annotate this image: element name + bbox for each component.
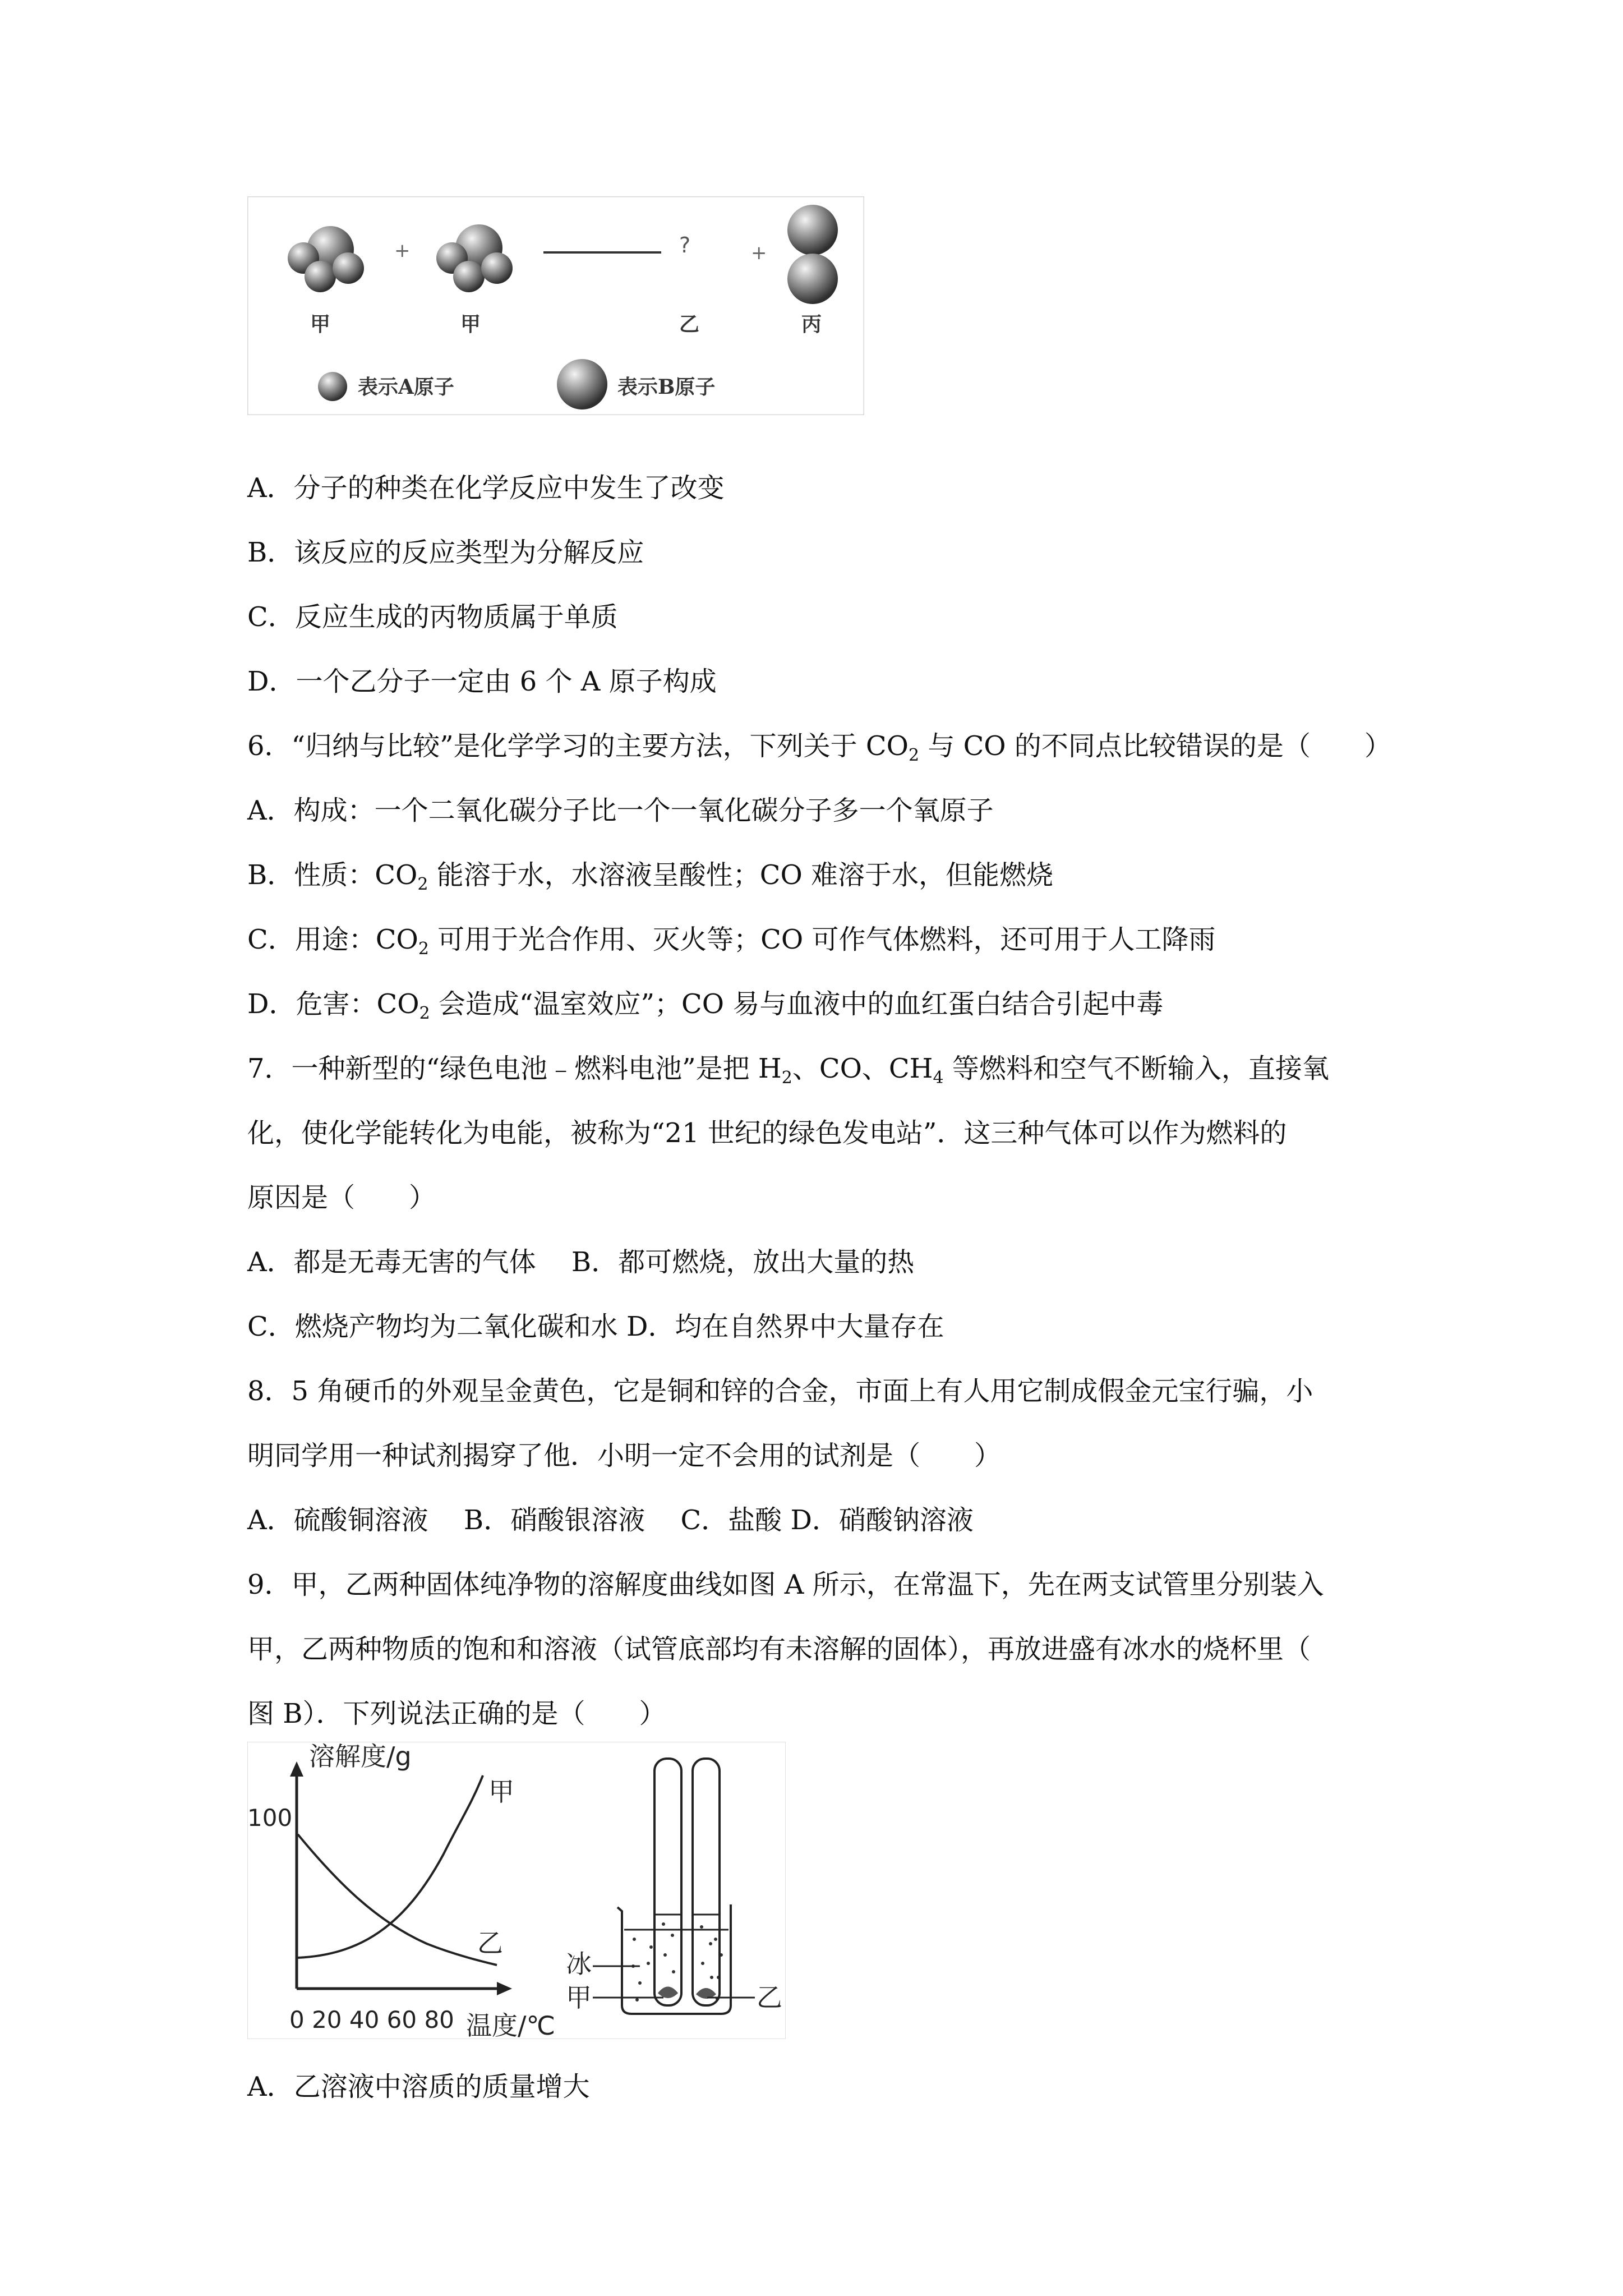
label-jia-2: 甲	[460, 312, 481, 336]
q5-option-b: B．该反应的反应类型为分解反应	[247, 537, 644, 568]
q7-options-cd: C．燃烧产物均为二氧化碳和水 D．均在自然界中大量存在	[247, 1311, 944, 1342]
y-tick-100: 100	[247, 1804, 293, 1832]
legend-a-text: 表示A原子	[358, 375, 454, 399]
q8-stem-line-2: 明同学用一种试剂揭穿了他．小明一定不会用的试剂是（ ）	[247, 1440, 1002, 1471]
label-yi: 乙	[679, 312, 700, 336]
legend-a-atom-icon	[318, 372, 347, 401]
q5-option-d: D．一个乙分子一定由 6 个 A 原子构成	[247, 666, 717, 697]
legend-b-text: 表示B原子	[617, 375, 716, 399]
q7-stem-line-2: 化，使化学能转化为电能，被称为“21 世纪的绿色发电站”．这三种气体可以作为燃料的	[247, 1117, 1287, 1149]
q7-options-ab: A．都是无毒无害的气体 B．都可燃烧，放出大量的热	[247, 1246, 915, 1278]
y-axis-label: 溶解度/g	[309, 1742, 412, 1772]
q6-option-b: B．性质：$CO_2$ 能溶于水，水溶液呈酸性；CO 难溶于水，但能燃烧	[247, 859, 1054, 894]
q8-stem-line-1: 8．5 角硬币的外观呈金黄色，它是铜和锌的合金，市面上有人用它制成假金元宝行骗，小	[247, 1375, 1313, 1407]
plus-2: +	[751, 242, 767, 264]
beaker-ice-label: 冰	[566, 1949, 592, 1979]
q9-stem-line-2: 甲，乙两种物质的饱和和溶液（试管底部均有未溶解的固体），再放进盛有冰水的烧杯里（	[247, 1634, 1311, 1665]
q9-stem-line-3: 图 B）．下列说法正确的是（ ）	[247, 1698, 666, 1729]
curve-yi-label: 乙	[477, 1928, 503, 1958]
curve-jia-label: 甲	[488, 1777, 514, 1807]
plus-1: +	[394, 240, 411, 262]
solubility-figure	[247, 1742, 786, 2039]
label-jia-1: 甲	[310, 312, 331, 336]
reaction-diagram	[247, 196, 864, 415]
x-tick-labels: 0 20 40 60 80	[289, 2006, 454, 2033]
q7-stem-line-1: 7．一种新型的“绿色电池﹣燃料电池”是把 $H_2$、CO、$CH_4$ 等燃料和空气不断输入，直接氧	[247, 1053, 1329, 1088]
unknown-product-mark: ?	[679, 233, 691, 257]
legend-b-atom-icon	[557, 359, 607, 409]
q6-option-d: D．危害：$CO_2$ 会造成“温室效应”；CO 易与血液中的血红蛋白结合引起中毒	[247, 988, 1164, 1023]
beaker-jia-label: 甲	[566, 1982, 592, 2013]
q7-stem-line-3: 原因是（ ）	[247, 1182, 436, 1213]
q6-option-c: C．用途：$CO_2$ 可用于光合作用、灭火等；CO 可作气体燃料，还可用于人工降雨	[247, 924, 1216, 959]
q6-stem: 6．“归纳与比较”是化学学习的主要方法，下列关于 $CO_2$ 与 CO 的不同点比较错误的是（ ）	[247, 730, 1391, 765]
q6-option-a: A．构成：一个二氧化碳分子比一个一氧化碳分子多一个氧原子	[247, 795, 994, 826]
label-bing: 丙	[801, 312, 822, 336]
beaker-yi-label: 乙	[757, 1982, 782, 2013]
q9-stem-line-1: 9．甲，乙两种固体纯净物的溶解度曲线如图 A 所示，在常温下，先在两支试管里分别装入	[247, 1569, 1324, 1600]
q5-option-a: A．分子的种类在化学反应中发生了改变	[247, 472, 725, 504]
x-axis-label: 温度/℃	[466, 2010, 556, 2039]
q5-option-c: C．反应生成的丙物质属于单质	[247, 601, 618, 633]
q9-option-a: A．乙溶液中溶质的质量增大	[247, 2071, 590, 2102]
q8-options: A．硫酸铜溶液 B．硝酸银溶液 C．盐酸 D．硝酸钠溶液	[247, 1504, 974, 1536]
